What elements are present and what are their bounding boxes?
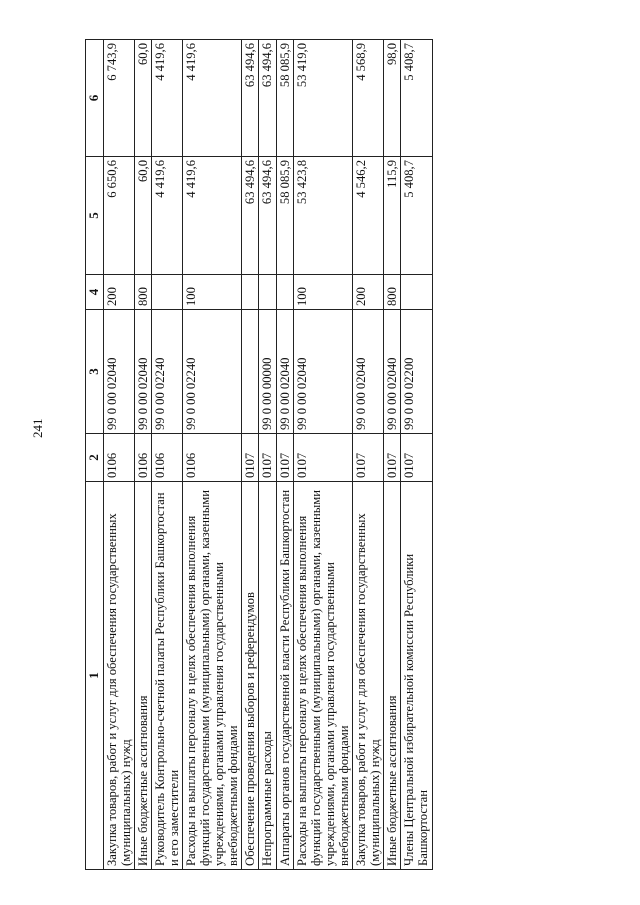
cell-target-code	[242, 310, 259, 434]
cell-amount-col6: 58 085,9	[276, 40, 293, 157]
cell-item-name: Расходы на выплаты персоналу в целях обеспечения выполнения функций государственными (муниципальными) органами, казенными учреждениями, органами управления государственными внебюджетными фондами	[293, 482, 352, 870]
table-row	[384, 40, 401, 870]
cell-amount-col5: 115,9	[384, 157, 401, 275]
cell-expense-type: 800	[384, 275, 401, 310]
cell-expense-type	[151, 275, 182, 310]
cell-amount-col5: 5 408,7	[401, 157, 432, 275]
cell-expense-type: 200	[353, 275, 384, 310]
cell-expense-type	[276, 275, 293, 310]
cell-item-name: Закупка товаров, работ и услуг для обеспечения государственных (муниципальных) нужд	[103, 482, 134, 870]
cell-amount-col6: 53 419,0	[293, 40, 352, 157]
cell-amount-col5: 63 494,6	[242, 157, 259, 275]
cell-target-code: 99 0 00 02040	[353, 310, 384, 434]
cell-section-code: 0107	[401, 434, 432, 482]
table-row	[103, 40, 134, 870]
cell-section-code: 0106	[151, 434, 182, 482]
cell-item-name: Иные бюджетные ассигнования	[384, 482, 401, 870]
cell-item-name: Иные бюджетные ассигнования	[134, 482, 151, 870]
header-cell-5: 5	[86, 157, 104, 275]
cell-amount-col6: 4 419,6	[151, 40, 182, 157]
table-header	[86, 40, 104, 870]
cell-target-code: 99 0 00 02240	[151, 310, 182, 434]
cell-amount-col6: 60,0	[134, 40, 151, 157]
table-row	[401, 40, 432, 870]
header-cell-4: 4	[86, 275, 104, 310]
budget-table	[85, 39, 433, 870]
cell-amount-col6: 98,0	[384, 40, 401, 157]
table-row	[353, 40, 384, 870]
cell-target-code: 99 0 00 02040	[384, 310, 401, 434]
table-row	[151, 40, 182, 870]
cell-target-code: 99 0 00 02040	[103, 310, 134, 434]
cell-amount-col5: 6 650,6	[103, 157, 134, 275]
cell-amount-col6: 63 494,6	[259, 40, 276, 157]
cell-section-code: 0107	[259, 434, 276, 482]
cell-section-code: 0107	[276, 434, 293, 482]
cell-target-code: 99 0 00 02040	[293, 310, 352, 434]
table-row	[134, 40, 151, 870]
header-row	[86, 40, 104, 870]
cell-amount-col6: 63 494,6	[242, 40, 259, 157]
cell-expense-type: 200	[103, 275, 134, 310]
cell-section-code: 0106	[183, 434, 242, 482]
cell-amount-col6: 6 743,9	[103, 40, 134, 157]
cell-item-name: Обеспечение проведения выборов и референдумов	[242, 482, 259, 870]
cell-item-name: Аппараты органов государственной власти Республики Башкортостан	[276, 482, 293, 870]
rotated-table-wrapper	[85, 40, 585, 870]
table-row	[242, 40, 259, 870]
cell-amount-col5: 58 085,9	[276, 157, 293, 275]
cell-amount-col6: 4 419,6	[183, 40, 242, 157]
cell-item-name: Непрограммные расходы	[259, 482, 276, 870]
header-cell-2: 2	[86, 434, 104, 482]
cell-item-name: Закупка товаров, работ и услуг для обеспечения государственных (муниципальных) нужд	[353, 482, 384, 870]
cell-section-code: 0107	[384, 434, 401, 482]
table-row	[276, 40, 293, 870]
cell-expense-type: 100	[293, 275, 352, 310]
cell-expense-type: 800	[134, 275, 151, 310]
cell-item-name: Руководитель Контрольно-счетной палаты Республики Башкортостан и его заместители	[151, 482, 182, 870]
cell-section-code: 0106	[134, 434, 151, 482]
page-number: 241	[30, 418, 45, 438]
cell-expense-type	[259, 275, 276, 310]
cell-expense-type	[242, 275, 259, 310]
cell-target-code: 99 0 00 02240	[183, 310, 242, 434]
cell-expense-type	[401, 275, 432, 310]
cell-item-name: Расходы на выплаты персоналу в целях обеспечения выполнения функций государственными (муниципальными) органами, казенными учреждениями, органами управления государственными внебюджетными фондами	[183, 482, 242, 870]
cell-amount-col5: 4 546,2	[353, 157, 384, 275]
header-cell-6: 6	[86, 40, 104, 157]
cell-section-code: 0107	[293, 434, 352, 482]
cell-section-code: 0106	[103, 434, 134, 482]
header-cell-3: 3	[86, 310, 104, 434]
cell-amount-col5: 63 494,6	[259, 157, 276, 275]
cell-expense-type: 100	[183, 275, 242, 310]
cell-amount-col5: 4 419,6	[183, 157, 242, 275]
table-row	[293, 40, 352, 870]
cell-section-code: 0107	[242, 434, 259, 482]
table-row	[259, 40, 276, 870]
cell-target-code: 99 0 00 00000	[259, 310, 276, 434]
cell-section-code: 0107	[353, 434, 384, 482]
table-body	[103, 40, 432, 870]
cell-amount-col5: 4 419,6	[151, 157, 182, 275]
cell-target-code: 99 0 00 02200	[401, 310, 432, 434]
cell-amount-col6: 4 568,9	[353, 40, 384, 157]
cell-target-code: 99 0 00 02040	[276, 310, 293, 434]
cell-amount-col6: 5 408,7	[401, 40, 432, 157]
cell-amount-col5: 60,0	[134, 157, 151, 275]
header-cell-1: 1	[86, 482, 104, 870]
cell-amount-col5: 53 423,8	[293, 157, 352, 275]
cell-target-code: 99 0 00 02040	[134, 310, 151, 434]
cell-item-name: Члены Центральной избирательной комиссии Республики Башкортостан	[401, 482, 432, 870]
table-row	[183, 40, 242, 870]
